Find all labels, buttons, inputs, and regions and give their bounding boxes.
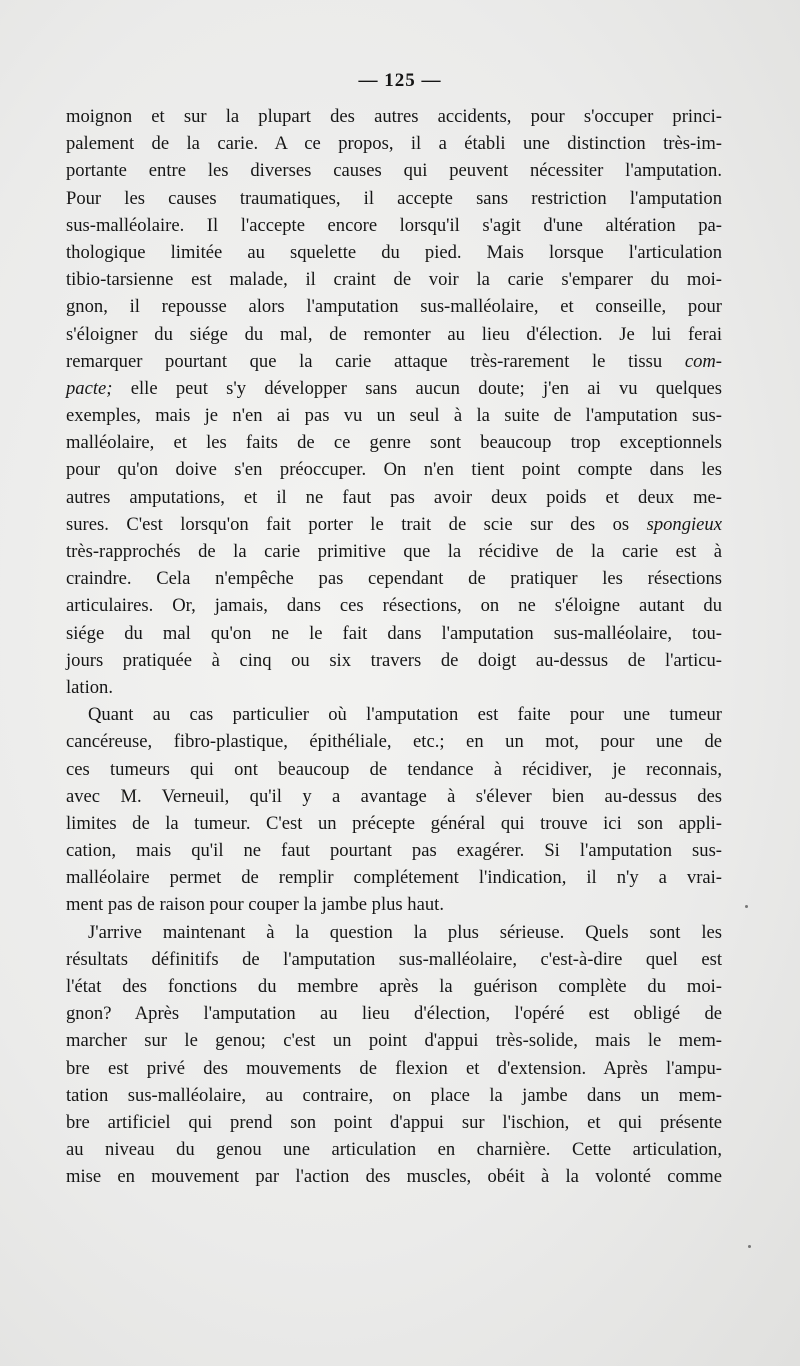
- text-line: Quant au cas particulier où l'amputation est faite pour une tumeur: [88, 704, 722, 726]
- paper-speck: [745, 905, 748, 908]
- text-line: ment pas de raison pour couper la jambe plus haut.: [66, 894, 444, 916]
- text-line: au niveau du genou une articulation en charnière. Cette articulation,: [66, 1139, 722, 1161]
- text-line: malléolaire, et les faits de ce genre sont beaucoup trop exceptionnels: [66, 432, 722, 454]
- text-line: jours pratiquée à cinq ou six travers de doigt au-dessus de l'articu-: [66, 649, 722, 671]
- text-line: articulaires. Or, jamais, dans ces résections, on ne s'éloigne autant du: [66, 595, 722, 617]
- paragraph-2: [66, 701, 722, 919]
- text-line: J'arrive maintenant à la question la plus sérieuse. Quels sont les: [88, 921, 722, 943]
- text-line: bre artificiel qui prend son point d'appui sur l'ischion, et qui présente: [66, 1111, 722, 1133]
- text-line: l'état des fonctions du membre après la guérison complète du moi-: [66, 976, 722, 997]
- paragraph-3: [66, 919, 722, 1191]
- text-line: pacte; elle peut s'y développer sans aucun doute; j'en ai vu quelques: [66, 377, 722, 399]
- text-line: résultats définitifs de l'amputation sus-malléolaire, c'est-à-dire quel est: [66, 948, 722, 970]
- page-number: — 125 —: [358, 70, 442, 91]
- text-line: thologique limitée au squelette du pied. Mais lorsque l'articulation: [66, 241, 722, 263]
- text-line: gnon, il repousse alors l'amputation sus-malléolaire, et conseille, pour: [66, 296, 722, 318]
- text-line: cancéreuse, fibro-plastique, épithéliale, etc.; en un mot, pour une de: [66, 731, 722, 753]
- text-line: s'éloigner du siége du mal, de remonter au lieu d'élection. Je lui ferai: [66, 323, 722, 345]
- text-line: mise en mouvement par l'action des muscles, obéit à la volonté comme: [66, 1166, 722, 1188]
- text-line: autres amputations, et il ne faut pas avoir deux poids et deux me-: [66, 486, 722, 508]
- text-line: remarquer pourtant que la carie attaque très-rarement le tissu com-: [66, 350, 722, 372]
- text-line: palement de la carie. A ce propos, il a établi une distinction très-im-: [66, 133, 722, 155]
- text-line: tibio-tarsienne est malade, il craint de voir la carie s'emparer du moi-: [66, 269, 722, 291]
- text-line: pour qu'on doive s'en préoccuper. On n'en tient point compte dans les: [66, 459, 722, 481]
- text-line: craindre. Cela n'empêche pas cependant de pratiquer les résections: [66, 568, 722, 590]
- text-line: sus-malléolaire. Il l'accepte encore lorsqu'il s'agit d'une altération pa-: [66, 214, 722, 236]
- text-line: siége du mal qu'on ne le fait dans l'amputation sus-malléolaire, tou-: [66, 622, 722, 644]
- text-line: limites de la tumeur. C'est un précepte général qui trouve ici son appli-: [66, 812, 722, 834]
- text-line: marcher sur le genou; c'est un point d'appui très-solide, mais le mem-: [66, 1030, 722, 1052]
- text-line: cation, mais qu'il ne faut pourtant pas exagérer. Si l'amputation sus-: [66, 840, 722, 862]
- text-line: portante entre les diverses causes qui peuvent nécessiter l'amputation.: [66, 160, 722, 182]
- text-line: gnon? Après l'amputation au lieu d'élection, l'opéré est obligé de: [66, 1003, 722, 1025]
- paper-speck: [748, 1245, 751, 1248]
- text-line: très-rapprochés de la carie primitive que la récidive de la carie est à: [66, 541, 722, 562]
- text-line: sures. C'est lorsqu'on fait porter le trait de scie sur des os spongieux: [66, 513, 722, 535]
- text-line: avec M. Verneuil, qu'il y a avantage à s'élever bien au-dessus des: [66, 785, 722, 807]
- body-text: [66, 103, 722, 1191]
- text-line: Pour les causes traumatiques, il accepte sans restriction l'amputation: [66, 187, 722, 209]
- text-line: lation.: [66, 676, 113, 698]
- paragraph-1: [66, 103, 722, 701]
- text-line: tation sus-malléolaire, au contraire, on place la jambe dans un mem-: [66, 1084, 722, 1106]
- text-line: ces tumeurs qui ont beaucoup de tendance à récidiver, je reconnais,: [66, 758, 722, 780]
- text-line: bre est privé des mouvements de flexion et d'extension. Après l'ampu-: [66, 1057, 722, 1079]
- text-line: moignon et sur la plupart des autres accidents, pour s'occuper princi-: [66, 106, 722, 127]
- text-line: exemples, mais je n'en ai pas vu un seul à la suite de l'amputation sus-: [66, 405, 722, 427]
- text-line: malléolaire permet de remplir complétement l'indication, il n'y a vrai-: [66, 867, 722, 889]
